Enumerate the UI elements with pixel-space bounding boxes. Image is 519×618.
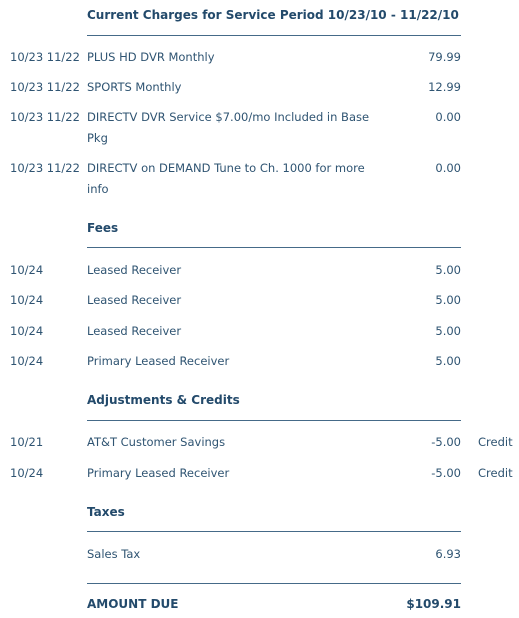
charge-dates: 10/23 11/22 [10,50,80,64]
adjustment-date: 10/21 [10,435,44,449]
amount-due-value: $109.91 [406,597,461,611]
charge-description-line1: DIRECTV on DEMAND Tune to Ch. 1000 for more [87,161,365,175]
charge-dates: 10/23 11/22 [10,80,80,94]
tax-description: Sales Tax [87,547,141,561]
adjustment-amount: -5.00 [431,435,461,449]
fee-date: 10/24 [10,263,44,277]
fee-description: Leased Receiver [87,324,182,338]
section-divider [87,35,461,36]
section-divider [87,531,461,532]
fee-date: 10/24 [10,293,44,307]
charge-description-line1: DIRECTV DVR Service $7.00/mo Included in Base [87,110,370,124]
adjustment-amount: -5.00 [431,466,461,480]
adjustment-date: 10/24 [10,466,44,480]
fee-date: 10/24 [10,354,44,368]
fee-description: Leased Receiver [87,263,182,277]
amount-due-label: AMOUNT DUE [87,597,179,611]
taxes-heading: Taxes [87,505,125,519]
fee-description: Leased Receiver [87,293,182,307]
total-divider [87,583,461,584]
section-divider [87,247,461,248]
fee-date: 10/24 [10,324,44,338]
adjustment-description: AT&T Customer Savings [87,435,226,449]
fees-heading: Fees [87,221,119,235]
charge-description-line2: Pkg [87,131,108,145]
fee-amount: 5.00 [435,324,461,338]
charge-description: SPORTS Monthly [87,80,182,94]
current-charges-heading: Current Charges for Service Period 10/23/10 - 11/22/10 [87,8,459,22]
tax-amount: 6.93 [435,547,461,561]
charge-dates: 10/23 11/22 [10,110,80,124]
charge-dates: 10/23 11/22 [10,161,80,175]
adjustment-description: Primary Leased Receiver [87,466,230,480]
charge-description-line2: info [87,182,109,196]
fee-amount: 5.00 [435,354,461,368]
adjustments-heading: Adjustments & Credits [87,393,240,407]
credit-label: Credit [478,435,513,449]
fee-amount: 5.00 [435,263,461,277]
charge-amount: 0.00 [435,110,461,124]
charge-amount: 12.99 [428,80,461,94]
charge-amount: 0.00 [435,161,461,175]
charge-amount: 79.99 [428,50,461,64]
section-divider [87,420,461,421]
fee-description: Primary Leased Receiver [87,354,230,368]
credit-label: Credit [478,466,513,480]
fee-amount: 5.00 [435,293,461,307]
charge-description: PLUS HD DVR Monthly [87,50,215,64]
